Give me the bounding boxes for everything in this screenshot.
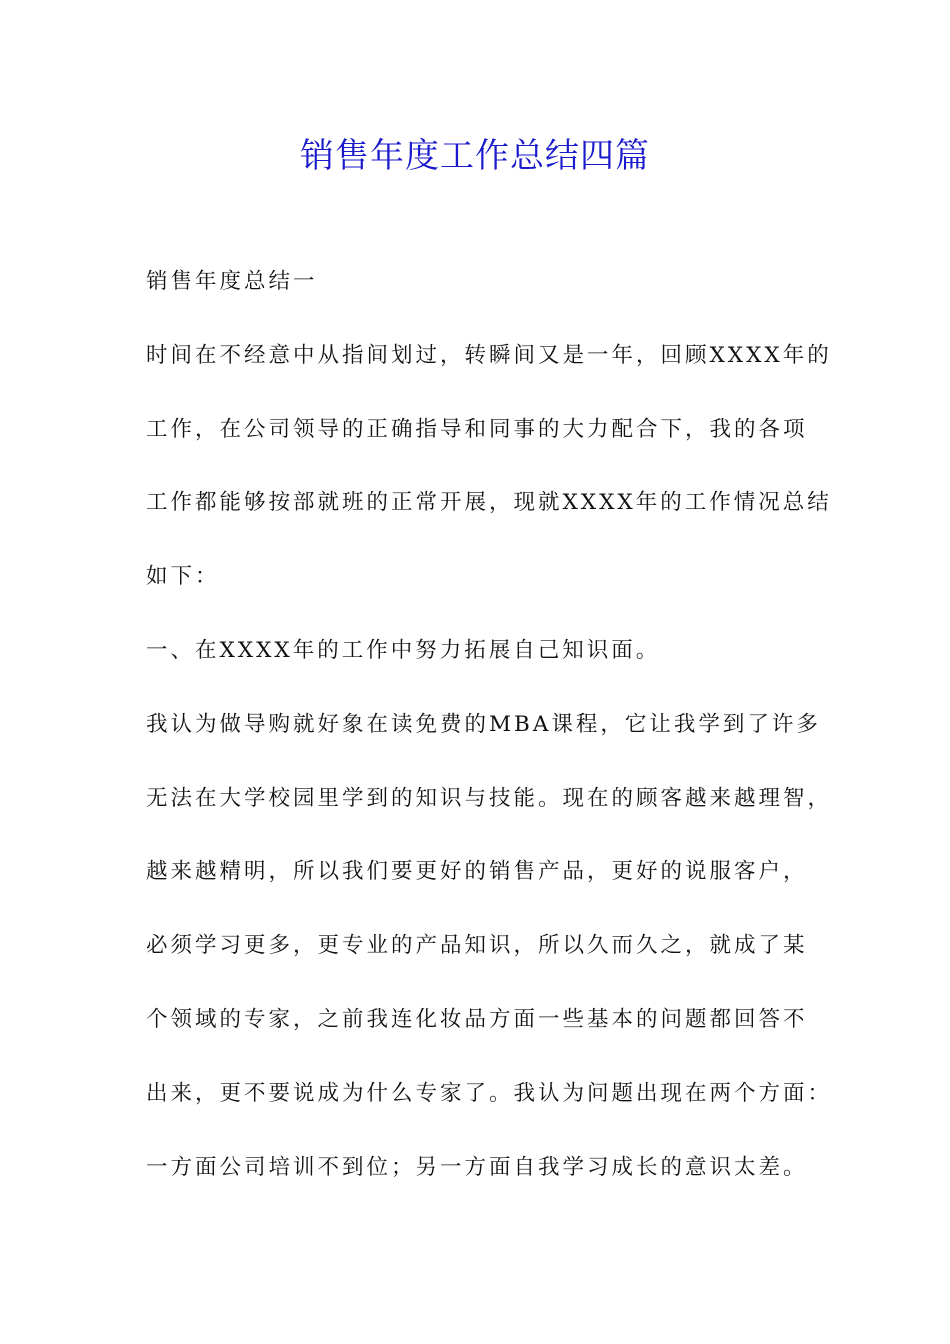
subsection-heading: 一、在XXXX年的工作中努力拓展自己知识面。 [146,637,661,663]
document-body [146,262,833,1221]
paragraph-line: 出来，更不要说成为什么专家了。我认为问题出现在两个方面： [146,1080,833,1106]
document-title: 销售年度工作总结四篇 [300,136,650,176]
paragraph-line: 无法在大学校园里学到的知识与技能。现在的顾客越来越理智， [146,785,833,811]
paragraph-line: 我认为做导购就好象在读免费的MBA课程，它让我学到了许多 [146,711,821,737]
paragraph-line: 个领域的专家，之前我连化妆品方面一些基本的问题都回答不 [146,1006,808,1032]
paragraph-line: 工作都能够按部就班的正常开展，现就XXXX年的工作情况总结 [146,490,832,516]
section-heading: 销售年度总结一 [146,269,318,294]
paragraph-line: 工作，在公司领导的正确指导和同事的大力配合下，我的各项 [146,416,808,442]
paragraph-line: 时间在不经意中从指间划过，转瞬间又是一年，回顾XXXX年的 [146,342,832,368]
paragraph-line: 必须学习更多，更专业的产品知识，所以久而久之，就成了某 [146,933,808,959]
paragraph-line: 越来越精明，所以我们要更好的销售产品，更好的说服客户， [146,859,808,885]
paragraph-line: 如下： [146,564,220,590]
paragraph-line: 一方面公司培训不到位；另一方面自我学习成长的意识太差。 [146,1154,808,1180]
